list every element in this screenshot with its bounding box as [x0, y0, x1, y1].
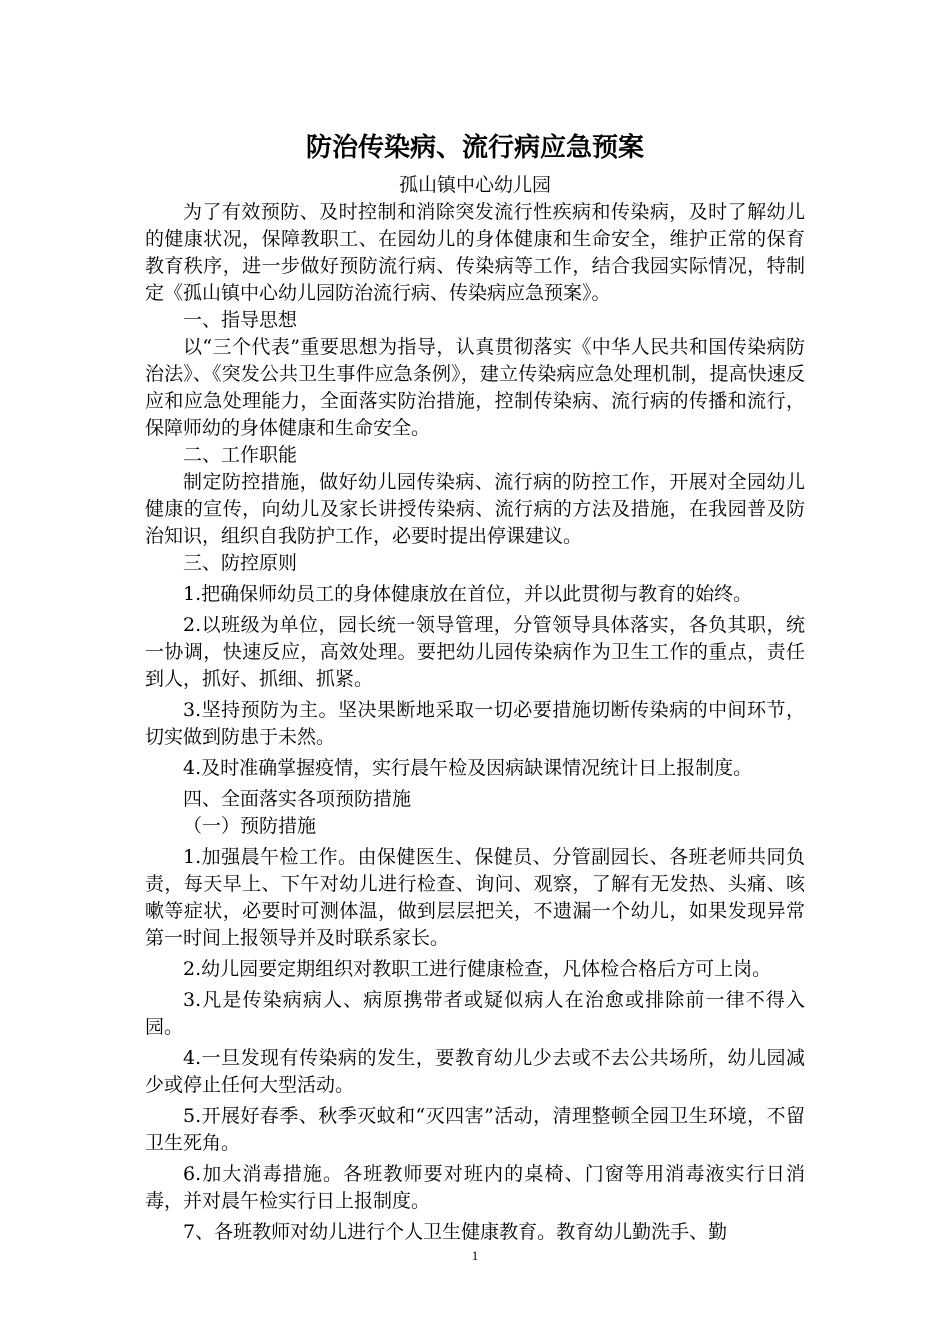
document-title: 防治传染病、流行病应急预案: [305, 133, 644, 163]
section-heading-guiding-thought: 一、指导思想: [183, 309, 298, 331]
principle-item-1: 1.把确保师幼员工的身体健康放在首位，并以此贯彻与教育的始终。: [183, 583, 753, 605]
measure-item-5: 5.开展好春季、秋季灭蚊和“灭四害”活动，清理整顿全园卫生环境，不留卫生死角。: [145, 1105, 805, 1154]
document-subtitle: 孤山镇中心幼儿园: [398, 174, 551, 196]
section-heading-prevention: 四、全面落实各项预防措施: [183, 788, 412, 810]
section-heading-principles: 三、防控原则: [183, 552, 298, 574]
section-heading-work-functions: 二、工作职能: [183, 444, 298, 466]
principle-item-3: 3.坚持预防为主。坚决果断地采取一切必要措施切断传染病的中间环节，切实做到防患于未然。: [145, 699, 805, 748]
principle-item-2: 2.以班级为单位，园长统一领导管理，分管领导具体落实，各负其职，统一协调，快速反应，高效处理。要把幼儿园传染病作为卫生工作的重点，责任到人，抓好、抓细、抓紧。: [145, 614, 805, 690]
measure-item-7: 7、各班教师对幼儿进行个人卫生健康教育。教育幼儿勤洗手、勤: [183, 1221, 728, 1243]
document-page: [145, 128, 805, 1246]
intro-paragraph: 为了有效预防、及时控制和消除突发流行性疾病和传染病，及时了解幼儿的健康状况，保障教职工、在园幼儿的身体健康和生命安全，维护正常的保育教育秩序，进一步做好预防流行病、传染病等工作，结合我园实际情况，特制定《孤山镇中心幼儿园防治流行病、传染病应急预案》。: [145, 201, 805, 304]
paragraph-guiding-thought: 以“三个代表”重要思想为指导，认真贯彻落实《中华人民共和国传染病防治法》、《突发公共卫生事件应急条例》，建立传染病应急处理机制，提高快速反应和应急处理能力，全面落实防治措施，控制传染病、流行病的传播和流行，保障师幼的身体健康和生命安全。: [145, 336, 805, 439]
measure-item-6: 6.加大消毒措施。各班教师要对班内的桌椅、门窗等用消毒液实行日消毒，并对晨午检实行日上报制度。: [145, 1163, 805, 1212]
measure-item-1: 1.加强晨午检工作。由保健医生、保健员、分管副园长、各班老师共同负责，每天早上、下午对幼儿进行检查、询问、观察，了解有无发热、头痛、咳嗽等症状，必要时可测体温，做到层层把关，不遗漏一个幼儿，如果发现异常第一时间上报领导并及时联系家长。: [145, 846, 805, 949]
subsection-heading-measures: （一）预防措施: [183, 815, 317, 837]
principle-item-4: 4.及时准确掌握疫情，实行晨午检及因病缺课情况统计日上报制度。: [183, 757, 753, 779]
measure-item-4: 4.一旦发现有传染病的发生，要教育幼儿少去或不去公共场所，幼儿园减少或停止任何大型活动。: [145, 1047, 805, 1096]
paragraph-work-functions: 制定防控措施，做好幼儿园传染病、流行病的防控工作，开展对全园幼儿健康的宣传，向幼儿及家长讲授传染病、流行病的方法及措施，在我园普及防治知识，组织自我防护工作，必要时提出停课建议。: [145, 471, 805, 547]
page-number: 1: [471, 1248, 479, 1263]
measure-item-2: 2.幼儿园要定期组织对教职工进行健康检查，凡体检合格后方可上岗。: [183, 958, 772, 980]
measure-item-3: 3.凡是传染病病人、病原携带者或疑似病人在治愈或排除前一律不得入园。: [145, 989, 805, 1038]
